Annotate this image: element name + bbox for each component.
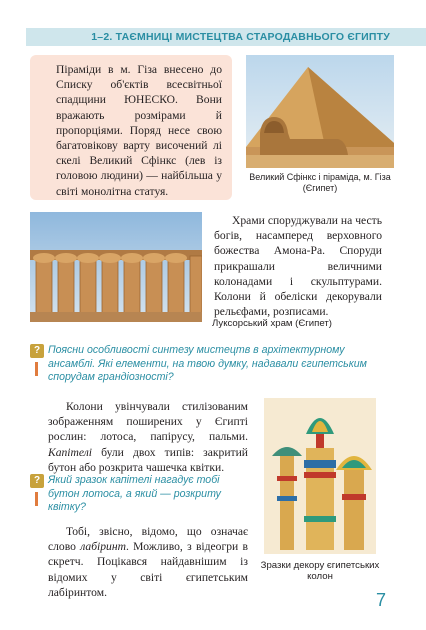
question-marker-bar: [35, 492, 38, 506]
question-synthesis: Поясни особливості синтезу мистецтв в архітектурному ансамблі. Які елементи, на твою думку, надавали єгипетським спорудам грандіозності?: [48, 344, 367, 384]
unesco-fact-box: [30, 55, 232, 200]
chapter-header: [26, 28, 426, 46]
luxor-temple-photo: [30, 212, 202, 322]
chapter-title: 1–2. ТАЄМНИЦІ МИСТЕЦТВА СТАРОДАВНЬОГО ЄГИПТУ: [91, 31, 390, 43]
fact-text: Піраміди в м. Гіза внесено до Списку об'єктів всесвітньої спадщини ЮНЕСКО. Вони вражають розмірами й пропорціями. Поряд несе свою багатовікову варту височений лі скелі Великий Сфінкс (лев із головою людини) — найбільша у світі монолітна статуя.: [56, 63, 222, 198]
labyrinth-text-a: Тобі, звісно, відомо, що означає слово: [48, 525, 248, 554]
question-capital: Який зразок капітелі нагадує тобі бутон лотоса, а який — розкриту квітку?: [48, 474, 221, 514]
luxor-caption: Луксорський храм (Єгипет): [212, 318, 332, 329]
column-decor-illustration: [264, 398, 376, 554]
question-icon: ?: [30, 474, 44, 488]
labyrinth-paragraph: [48, 524, 248, 600]
labyrinth-term: лабіринт: [80, 540, 126, 554]
sphinx-caption: Великий Сфінкс і піраміда, м. Гіза (Єгипет): [249, 172, 391, 193]
columns-text-b: були двох типів: закритий бутон або розкрита чашечка квітки.: [48, 445, 248, 474]
temples-paragraph: Храми споруджували на честь богів, насамперед верховного божества Амона-Ра. Споруди прикрашали величними колонадами і скульптурами. Колони й обеліски декорували рельєфами, розписами.: [214, 214, 382, 319]
sphinx-pyramid-photo: [246, 55, 394, 168]
columns-caption: Зразки декору єгипетських колон: [260, 560, 380, 582]
page-number: 7: [376, 590, 387, 610]
labyrinth-text-b: . Можливо, з відеогри в скретч. Поцікався найдавнішим із відомих у світі єгипетським лабіринтом.: [48, 540, 248, 599]
capital-term: Капітелі: [48, 445, 93, 459]
columns-text-a: Колони увінчували стилізованим зображенням поширених у Єгипті рослин: лотоса, папірусу, пальми.: [48, 400, 248, 444]
question-icon: ?: [30, 344, 44, 358]
question-marker-bar: [35, 362, 38, 376]
columns-paragraph: [48, 399, 248, 475]
